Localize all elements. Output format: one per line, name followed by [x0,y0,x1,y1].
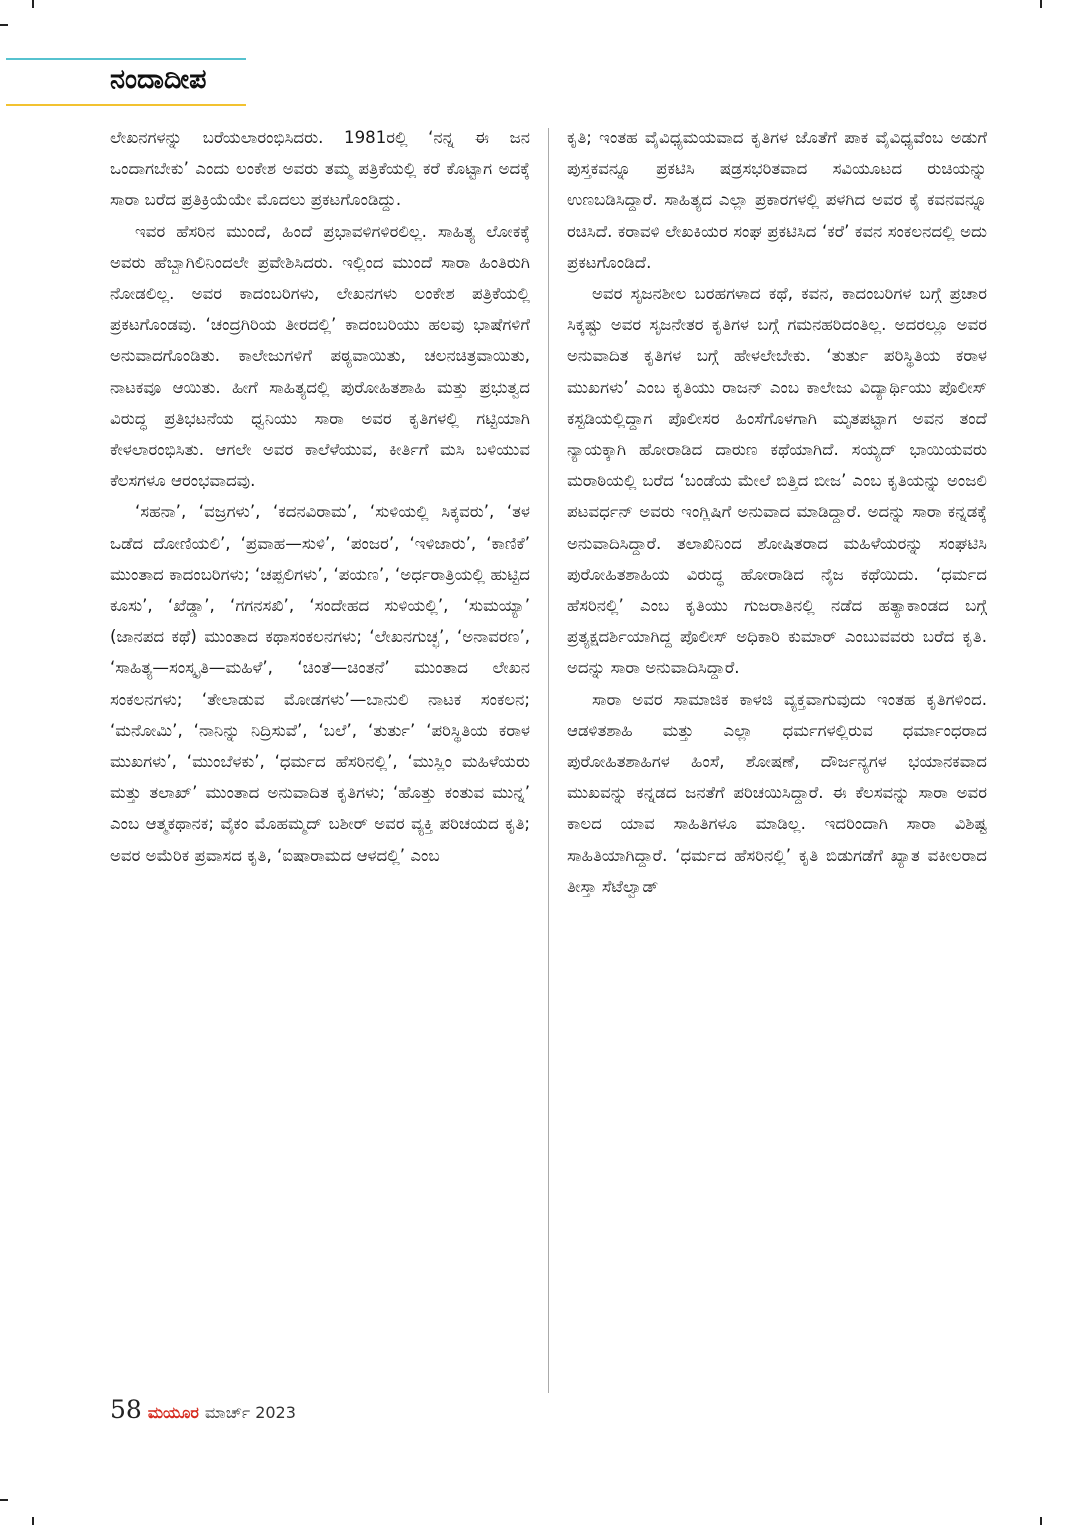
section-title: ನಂದಾದೀಪ [110,64,207,95]
crop-mark [32,1517,34,1525]
crop-mark [32,0,34,8]
header-rule-bottom [6,104,246,106]
page-footer [110,1395,296,1429]
article-column-left [110,122,530,1410]
paragraph: ಅವರ ಸೃಜನಶೀಲ ಬರಹಗಳಾದ ಕಥೆ, ಕವನ, ಕಾದಂಬರಿಗಳ ಬಗ್ಗೆ ಪ್ರಚಾರ ಸಿಕ್ಕಷ್ಟು ಅವರ ಸೃಜನೇತರ ಕೃತಿಗಳ ಬಗ್ಗೆ ಗಮನಹರಿದಂತಿಲ್ಲ. ಅದರಲ್ಲೂ ಅವರ ಅನುವಾದಿತ ಕೃತಿಗಳ ಬಗ್ಗೆ ಹೇಳಲೇಬೇಕು. ‘ತುರ್ತು ಪರಿಸ್ಥಿತಿಯ ಕರಾಳ ಮುಖಗಳು’ ಎಂಬ ಕೃತಿಯು ರಾಜನ್ ಎಂಬ ಕಾಲೇಜು ವಿದ್ಯಾರ್ಥಿಯು ಪೊಲೀಸ್ ಕಸ್ಟಡಿಯಲ್ಲಿದ್ದಾಗ ಪೊಲೀಸರ ಹಿಂಸೆಗೊಳಗಾಗಿ ಮೃತಪಟ್ಟಾಗ ಅವನ ತಂದೆ ನ್ಯಾಯಕ್ಕಾಗಿ ಹೋರಾಡಿದ ದಾರುಣ ಕಥೆಯಾಗಿದೆ. ಸಯ್ಯದ್ ಭಾಯಿಯವರು ಮರಾಠಿಯಲ್ಲಿ ಬರೆದ ‘ಬಂಡೆಯ ಮೇಲೆ ಬಿತ್ತಿದ ಬೀಜ’ ಎಂಬ ಕೃತಿಯನ್ನು ಅಂಜಲಿ ಪಟವರ್ಧನ್ ಅವರು ಇಂಗ್ಲಿಷಿಗೆ ಅನುವಾದ ಮಾಡಿದ್ದಾರೆ. ಅದನ್ನು ಸಾರಾ ಕನ್ನಡಕ್ಕೆ ಅನುವಾದಿಸಿದ್ದಾರೆ. ತಲಾಖಿನಿಂದ ಶೋಷಿತರಾದ ಮಹಿಳೆಯರನ್ನು ಸಂಘಟಿಸಿ ಪುರೋಹಿತಶಾಹಿಯ ವಿರುದ್ಧ ಹೋರಾಡಿದ ನೈಜ ಕಥೆಯಿದು. ‘ಧರ್ಮದ ಹೆಸರಿನಲ್ಲಿ’ ಎಂಬ ಕೃತಿಯು ಗುಜರಾತಿನಲ್ಲಿ ನಡೆದ ಹತ್ಯಾಕಾಂಡದ ಬಗ್ಗೆ ಪ್ರತ್ಯಕ್ಷದರ್ಶಿಯಾಗಿದ್ದ ಪೊಲೀಸ್ ಅಧಿಕಾರಿ ಕುಮಾರ್ ಎಂಬುವವರು ಬರೆದ ಕೃತಿ. ಅದನ್ನು ಸಾರಾ ಅನುವಾದಿಸಿದ್ದಾರೆ. [567,284,987,678]
paragraph: ‘ಸಹನಾ’, ‘ವಜ್ರಗಳು’, ‘ಕದನವಿರಾಮ’, ‘ಸುಳಿಯಲ್ಲಿ ಸಿಕ್ಕವರು’, ‘ತಳ ಒಡೆದ ದೋಣಿಯಲಿ’, ‘ಪ್ರವಾಹ—ಸುಳಿ’, ‘ಪಂಜರ’, ‘ಇಳಿಜಾರು’, ‘ಕಾಣಿಕೆ’ ಮುಂತಾದ ಕಾದಂಬರಿಗಳು; ‘ಚಪ್ಪಲಿಗಳು’, ‘ಪಯಣ’, ‘ಅರ್ಧರಾತ್ರಿಯಲ್ಲಿ ಹುಟ್ಟಿದ ಕೂಸು’, ‘ಖೆಡ್ಡಾ’, ‘ಗಗನಸಖಿ’, ‘ಸಂದೇಹದ ಸುಳಿಯಲ್ಲಿ’, ‘ಸುಮಯ್ಯಾ’ (ಜಾನಪದ ಕಥೆ) ಮುಂತಾದ ಕಥಾಸಂಕಲನಗಳು; ‘ಲೇಖನಗುಚ್ಛ’, ‘ಅನಾವರಣ’, ‘ಸಾಹಿತ್ಯ—ಸಂಸ್ಕೃತಿ—ಮಹಿಳೆ’, ‘ಚಿಂತೆ—ಚಿಂತನೆ’ ಮುಂತಾದ ಲೇಖನ ಸಂಕಲನಗಳು; ‘ತೇಲಾಡುವ ಮೋಡಗಳು’—ಬಾನುಲಿ ನಾಟಕ ಸಂಕಲನ; ‘ಮನೋಮಿ’, ‘ನಾನಿನ್ನು ನಿದ್ರಿಸುವೆ’, ‘ಬಲೆ’, ‘ತುರ್ತು’ ‘ಪರಿಸ್ಥಿತಿಯ ಕರಾಳ ಮುಖಗಳು’, ‘ಮುಂಬೆಳಕು’, ‘ಧರ್ಮದ ಹೆಸರಿನಲ್ಲಿ’, ‘ಮುಸ್ಲಿಂ ಮಹಿಳೆಯರು ಮತ್ತು ತಲಾಖ್’ ಮುಂತಾದ ಅನುವಾದಿತ ಕೃತಿಗಳು; ‘ಹೊತ್ತು ಕಂತುವ ಮುನ್ನ’ ಎಂಬ ಆತ್ಮಕಥಾನಕ; ವೈಕಂ ಮೊಹಮ್ಮದ್ ಬಶೀರ್ ಅವರ ವ್ಯಕ್ತಿ ಪರಿಚಯದ ಕೃತಿ; ಅವರ ಅಮೆರಿಕ ಪ್ರವಾಸದ ಕೃತಿ, ‘ಐಷಾರಾಮದ ಆಳದಲ್ಲಿ’ ಎಂಬ [110,502,530,865]
article-column-right [567,122,987,1410]
crop-mark [0,24,8,26]
paragraph: ಲೇಖನಗಳನ್ನು ಬರೆಯಲಾರಂಭಿಸಿದರು. 1981ರಲ್ಲಿ ‘ನನ್ನ ಈ ಜನ ಒಂದಾಗಬೇಕು’ ಎಂದು ಲಂಕೇಶ ಅವರು ತಮ್ಮ ಪತ್ರಿಕೆಯಲ್ಲಿ ಕರೆ ಕೊಟ್ಟಾಗ ಅದಕ್ಕೆ ಸಾರಾ ಬರೆದ ಪ್ರತಿಕ್ರಿಯೆಯೇ ಮೊದಲು ಪ್ರಕಟಗೊಂಡಿದ್ದು. [110,128,530,210]
header-rule-top [6,58,246,60]
magazine-name: ಮಯೂರ [147,1403,199,1422]
paragraph: ಕೃತಿ; ಇಂತಹ ವೈವಿಧ್ಯಮಯವಾದ ಕೃತಿಗಳ ಜೊತೆಗೆ ಪಾಕ ವೈವಿಧ್ಯವೆಂಬ ಅಡುಗೆ ಪುಸ್ತಕವನ್ನೂ ಪ್ರಕಟಿಸಿ ಷಡ್ರಸಭರಿತವಾದ ಸವಿಯೂಟದ ರುಚಿಯನ್ನು ಉಣಬಡಿಸಿದ್ದಾರೆ. ಸಾಹಿತ್ಯದ ಎಲ್ಲಾ ಪ್ರಕಾರಗಳಲ್ಲಿ ಪಳಗಿದ ಅವರ ಕೈ ಕವನವನ್ನೂ ರಚಿಸಿದೆ. ಕರಾವಳಿ ಲೇಖಕಿಯರ ಸಂಘ ಪ್ರಕಟಿಸಿದ ‘ಕರೆ’ ಕವನ ಸಂಕಲನದಲ್ಲಿ ಅದು ಪ್ರಕಟಗೊಂಡಿದೆ. [567,128,987,272]
column-divider [548,128,549,1393]
section-header [6,58,246,108]
paragraph: ಸಾರಾ ಅವರ ಸಾಮಾಜಿಕ ಕಾಳಜಿ ವ್ಯಕ್ತವಾಗುವುದು ಇಂತಹ ಕೃತಿಗಳಿಂದ. ಆಡಳಿತಶಾಹಿ ಮತ್ತು ಎಲ್ಲಾ ಧರ್ಮಗಳಲ್ಲಿರುವ ಧರ್ಮಾಂಧರಾದ ಪುರೋಹಿತಶಾಹಿಗಳ ಹಿಂಸೆ, ಶೋಷಣೆ, ದೌರ್ಜನ್ಯಗಳ ಭಯಾನಕವಾದ ಮುಖವನ್ನು ಕನ್ನಡದ ಜನತೆಗೆ ಪರಿಚಯಿಸಿದ್ದಾರೆ. ಈ ಕೆಲಸವನ್ನು ಸಾರಾ ಅವರ ಕಾಲದ ಯಾವ ಸಾಹಿತಿಗಳೂ ಮಾಡಿಲ್ಲ. ಇದರಿಂದಾಗಿ ಸಾರಾ ವಿಶಿಷ್ಟ ಸಾಹಿತಿಯಾಗಿದ್ದಾರೆ. ‘ಧರ್ಮದ ಹೆಸರಿನಲ್ಲಿ’ ಕೃತಿ ಬಿಡುಗಡೆಗೆ ಖ್ಯಾತ ವಕೀಲರಾದ ತೀಸ್ತಾ ಸೆಟೆಲ್ವಾಡ್ [567,689,987,896]
crop-mark [1040,0,1042,8]
crop-mark [1040,1517,1042,1525]
paragraph: ಇವರ ಹೆಸರಿನ ಮುಂದೆ, ಹಿಂದೆ ಪ್ರಭಾವಳಿಗಳಿರಲಿಲ್ಲ. ಸಾಹಿತ್ಯ ಲೋಕಕ್ಕೆ ಅವರು ಹೆಬ್ಬಾಗಿಲಿನಿಂದಲೇ ಪ್ರವೇಶಿಸಿದರು. ಇಲ್ಲಿಂದ ಮುಂದೆ ಸಾರಾ ಹಿಂತಿರುಗಿ ನೋಡಲಿಲ್ಲ. ಅವರ ಕಾದಂಬರಿಗಳು, ಲೇಖನಗಳು ಲಂಕೇಶ ಪತ್ರಿಕೆಯಲ್ಲಿ ಪ್ರಕಟಗೊಂಡವು. ‘ಚಂದ್ರಗಿರಿಯ ತೀರದಲ್ಲಿ’ ಕಾದಂಬರಿಯು ಹಲವು ಭಾಷೆಗಳಿಗೆ ಅನುವಾದಗೊಂಡಿತು. ಕಾಲೇಜುಗಳಿಗೆ ಪಠ್ಯವಾಯಿತು, ಚಲನಚಿತ್ರವಾಯಿತು, ನಾಟಕವೂ ಆಯಿತು. ಹೀಗೆ ಸಾಹಿತ್ಯದಲ್ಲಿ ಪುರೋಹಿತಶಾಹಿ ಮತ್ತು ಪ್ರಭುತ್ವದ ವಿರುದ್ಧ ಪ್ರತಿಭಟನೆಯ ಧ್ವನಿಯು ಸಾರಾ ಅವರ ಕೃತಿಗಳಲ್ಲಿ ಗಟ್ಟಿಯಾಗಿ ಕೇಳಲಾರಂಭಿಸಿತು. ಆಗಲೇ ಅವರ ಕಾಲೆಳೆಯುವ, ಕೀರ್ತಿಗೆ ಮಸಿ ಬಳಿಯುವ ಕೆಲಸಗಳೂ ಆರಂಭವಾದವು. [110,221,530,491]
issue-date: ಮಾರ್ಚ್ 2023 [204,1403,296,1422]
page-number: 58 [110,1395,142,1424]
crop-mark [0,1499,8,1501]
